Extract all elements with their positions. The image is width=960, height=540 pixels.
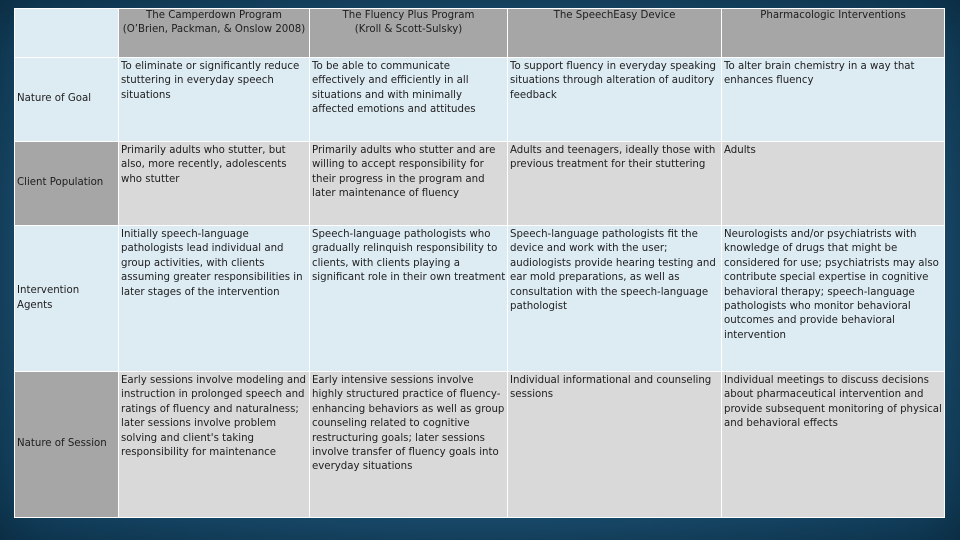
column-title: The SpeechEasy Device [553,10,676,21]
table-cell [722,58,945,142]
cell-text: To support fluency in everyday speaking situations through alteration of auditory feedback [510,61,717,101]
column-header-fluency-plus [310,9,508,58]
table-cell [119,142,310,226]
table-row-client-population [15,142,945,226]
cell-text: To alter brain chemistry in a way that enhances fluency [724,61,915,87]
column-header-pharmacologic [722,9,945,58]
row-label: Nature of Goal [15,58,119,142]
table-row-nature-of-session [15,372,945,518]
row-label: Client Population [15,142,119,226]
table-cell [310,58,508,142]
table-cell [310,142,508,226]
table-cell [310,226,508,372]
column-header-camperdown [119,9,310,58]
cell-text: Individual informational and counseling sessions [510,375,712,401]
column-title: The Fluency Plus Program [342,10,475,21]
table-cell [508,372,722,518]
row-label: Nature of Session [15,372,119,518]
cell-text: Speech-language pathologists who gradually relinquish responsibility to clients, with clients playing a significant role in their own treatment [312,229,506,284]
cell-text: Early intensive sessions involve highly structured practice of fluency-enhancing behaviors as well as group counseling related to cognitive restructuring goals; later sessions involve transfer of fluency goals into everyday situations [312,375,505,473]
table-cell [119,226,310,372]
cell-text: Adults and teenagers, ideally those with previous treatment for their stuttering [510,145,716,171]
table-row-intervention-agents [15,226,945,372]
cell-text: Neurologists and/or psychiatrists with knowledge of drugs that might be considered for use; psychiatrists may also contribute special expertise in cognitive behavioral therapy; speech-language pathologists who monitor behavioral outcomes and provide behavioral intervention [724,229,939,341]
row-label: Intervention Agents [15,226,119,372]
table-cell [722,226,945,372]
table-cell [310,372,508,518]
cell-text: Early sessions involve modeling and instruction in prolonged speech and ratings of fluency and naturalness; later sessions involve problem solving and client's taking responsibility for maintenance [121,375,307,459]
table-cell [508,226,722,372]
cell-text: Speech-language pathologists fit the device and work with the user; audiologists provide hearing testing and ear mold preparations, as well as consultation with the speech-language pathologist [510,229,716,313]
cell-text: Primarily adults who stutter and are willing to accept responsibility for their progress in the program and later maintenance of fluency [312,145,496,200]
cell-text: Primarily adults who stutter, but also, more recently, adolescents who stutter [121,145,287,185]
table-cell [508,58,722,142]
column-title: Pharmacologic Interventions [760,10,906,21]
column-subtitle: (Kroll & Scott-Sulsky) [354,24,463,36]
table-cell [722,142,945,226]
corner-cell [15,9,119,58]
cell-text: Adults [724,145,756,156]
comparison-table [14,8,945,518]
column-title: The Camperdown Program [146,10,282,21]
table-cell [119,372,310,518]
table-row-nature-of-goal [15,58,945,142]
column-subtitle: (O’Brien, Packman, & Onslow 2008) [122,24,306,36]
table-cell [119,58,310,142]
table-cell [508,142,722,226]
cell-text: Individual meetings to discuss decisions about pharmaceutical intervention and provide subsequent monitoring of physical and behavioral effects [724,375,942,430]
table-cell [722,372,945,518]
cell-text: To eliminate or significantly reduce stuttering in everyday speech situations [121,61,300,101]
cell-text: Initially speech-language pathologists lead individual and group activities, with clients assuming greater responsibilities in later stages of the intervention [121,229,303,298]
header-row [15,9,945,58]
column-header-speecheasy [508,9,722,58]
cell-text: To be able to communicate effectively and efficiently in all situations and with minimally affected emotions and attitudes [312,61,476,116]
